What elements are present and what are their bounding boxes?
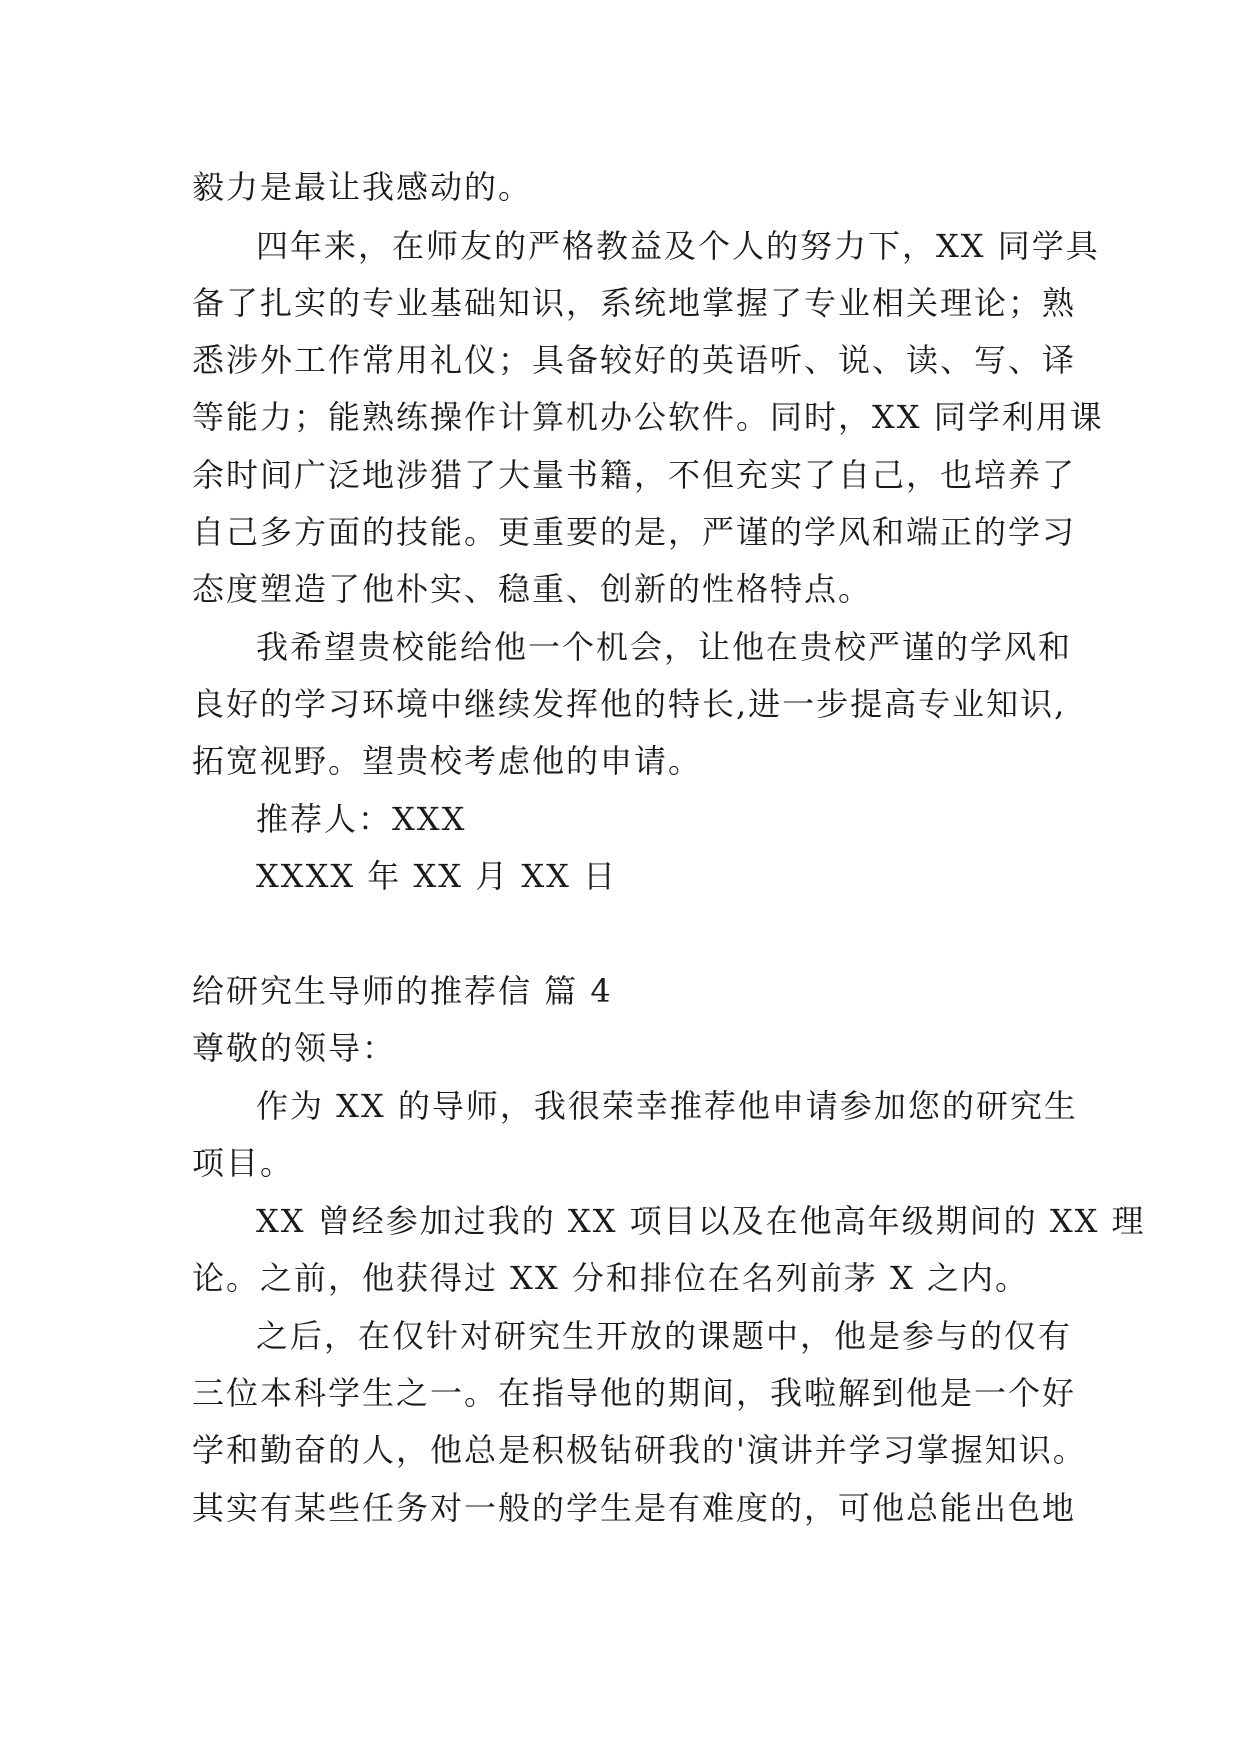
text-line: 三位本科学生之一。在指导他的期间，我啦解到他是一个好 — [192, 1374, 1077, 1412]
text-line: 毅力是最让我感动的。 — [192, 168, 533, 206]
text-line: 其实有某些任务对一般的学生是有难度的，可他总能出色地 — [192, 1489, 1077, 1527]
text-line: 备了扎实的专业基础知识，系统地掌握了专业相关理论；熟 — [192, 284, 1077, 322]
text-line: 论。之前，他获得过 XX 分和排位在名列前茅 X 之内。 — [192, 1259, 1030, 1297]
signature-date: XXXX 年 XX 月 XX 日 — [256, 857, 618, 895]
signature-recommender: 推荐人：XXX — [256, 800, 467, 838]
text-line: 态度塑造了他朴实、稳重、创新的性格特点。 — [192, 570, 873, 608]
text-line: 四年来，在师友的严格教益及个人的努力下，XX 同学具 — [256, 227, 1100, 265]
text-line: 等能力；能熟练操作计算机办公软件。同时，XX 同学利用课 — [192, 398, 1104, 436]
section-heading: 给研究生导师的推荐信 篇 4 — [192, 972, 613, 1010]
salutation: 尊敬的领导： — [192, 1029, 397, 1067]
text-line: 良好的学习环境中继续发挥他的特长,进一步提高专业知识, — [192, 685, 1067, 723]
text-line: 项目。 — [192, 1144, 295, 1182]
text-line: 自己多方面的技能。更重要的是，严谨的学风和端正的学习 — [192, 513, 1077, 551]
text-line: 学和勤奋的人，他总是积极钻研我的'演讲并学习掌握知识。 — [192, 1431, 1087, 1469]
text-line: 作为 XX 的导师，我很荣幸推荐他申请参加您的研究生 — [256, 1087, 1078, 1125]
text-line: 余时间广泛地涉猎了大量书籍，不但充实了自己，也培养了 — [192, 456, 1077, 494]
text-line: 拓宽视野。望贵校考虑他的申请。 — [192, 742, 703, 780]
text-line: XX 曾经参加过我的 XX 项目以及在他高年级期间的 XX 理 — [256, 1202, 1146, 1240]
text-line: 之后，在仅针对研究生开放的课题中，他是参与的仅有 — [256, 1317, 1073, 1355]
text-line: 我希望贵校能给他一个机会，让他在贵校严谨的学风和 — [256, 628, 1073, 666]
text-line: 悉涉外工作常用礼仪；具备较好的英语听、说、读、写、译 — [192, 341, 1077, 379]
